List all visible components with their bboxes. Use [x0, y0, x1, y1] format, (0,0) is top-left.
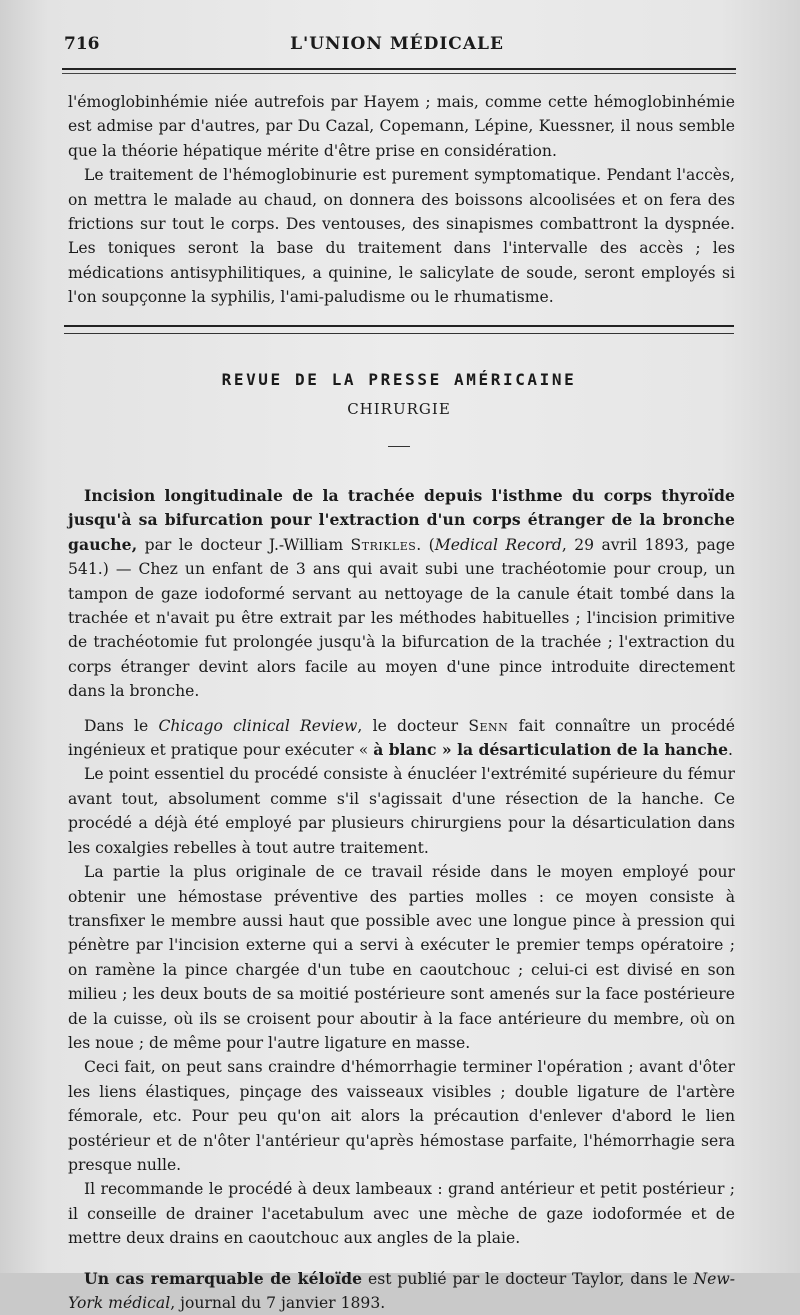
page-number: 716 [64, 34, 100, 54]
article-1 [68, 484, 735, 704]
article-2-paragraph-5: Il recommande le procédé à deux lambeaux : grand antérieur et petit postérieur ; il conseille de drainer l'acetabulum avec une mèche de gaze iodoformée et de mettre deux drains en caoutchouc aux angles de la plaie. [68, 1180, 735, 1248]
article-1-source-open: . ( [416, 535, 435, 554]
article-2-mid2: fait connaître un procédé ingénieux et pratique pour exécuter « [68, 716, 736, 760]
article-2-emphasis: à blanc » la désarticulation de la hanche [373, 740, 729, 760]
article-2-paragraph-4: Ceci fait, on peut sans craindre d'hémorrhagie terminer l'opération ; avant d'ôter les liens élastiques, pinçage des vaisseaux visibles ; double ligature de l'artère fémorale, etc. Pour peu qu'on ait alors la précaution d'enlever d'abord le lien postérieur et de n'ôter l'antérieur qu'après hémostase parfaite, l'hémorrhagie sera presque nulle. [68, 1058, 735, 1174]
running-title: L'UNION MÉDICALE [290, 34, 504, 54]
article-2-author: Senn [468, 716, 509, 735]
article-2-end: . [728, 741, 733, 760]
article-1-author: Strikles [350, 535, 417, 554]
article-2-journal: Chicago clinical Review [158, 716, 358, 735]
subsection-title: CHIRURGIE [347, 400, 451, 418]
article-1-title: Incision longitudinale de la trachée depuis l'isthme du corps thyroïde jusqu'à sa bifurcation pour l'extraction d'un corps étranger de la bronche gauche, [68, 486, 735, 554]
article-body [68, 484, 735, 1315]
article-2-paragraph-1 [68, 714, 735, 763]
intro-paragraph-1: l'émoglobinhémie niée autrefois par Hayem ; mais, comme cette hémoglobinhémie est admise par d'autres, par Du Cazal, Copemann, Lépine, Kuessner, il nous semble que la théorie hépatique mérite d'être prise en considération. [68, 93, 735, 160]
article-3-end: , journal du 7 janvier 1893. [170, 1294, 386, 1312]
article-3-mid: est publié par le docteur Taylor, dans le [362, 1269, 694, 1288]
section-rule [64, 325, 734, 334]
article-2-paragraph-2: Le point essentiel du procédé consiste à énucléer l'extrémité supérieure du fémur avant tout, absolument comme s'il s'agissait d'une résection de la hanche. Ce procédé a déjà été employé par plusieurs chirurgiens pour la désarticulation dans les coxalgies rebelles à tout autre traitement. [68, 765, 735, 857]
intro-text [68, 90, 735, 310]
article-1-citation: , 29 avril 1893, page 541.) [68, 535, 736, 579]
article-3-journal: New-York médical [68, 1269, 735, 1312]
article-2-mid: , le docteur [357, 716, 469, 735]
article-3 [68, 1267, 735, 1315]
article-1-by: par le docteur J.-William [137, 535, 351, 554]
header-rule [62, 68, 736, 74]
section-title: REVUE DE LA PRESSE AMÉRICAINE [221, 370, 577, 389]
intro-paragraph-2: Le traitement de l'hémoglobinurie est purement symptomatique. Pendant l'accès, on mettra le malade au chaud, on donnera des boissons alcoolisées et on fera des frictions sur tout le corps. Des ventouses, des sinapismes combattront la dyspnée. Les toniques seront la base du traitement dans l'intervalle des accès ; les médications antisyphilitiques, a quinine, le salicylate de soude, seront employés si l'on soupçonne la syphilis, l'ami-paludisme ou le rhumatisme. [68, 166, 735, 307]
article-1-journal: Medical Record [434, 535, 562, 554]
article-2-paragraph-3: La partie la plus originale de ce travail réside dans le moyen employé pour obtenir une hémostase préventive des parties molles : ce moyen consiste à transfixer le membre aussi haut que possible avec une longue pince à pression qui pénètre par l'incision externe qui a servi à exécuter le premier temps opératoire ; on ramène la pince chargée d'un tube en caoutchouc ; celui-ci est divisé en son milieu ; les deux bouts de sa moitié postérieure sont amenés sur la face postérieure de la cuisse, où ils se croisent pour aboutir à la face antérieure du membre, où on les noue ; de même pour l'autre ligature en masse. [68, 863, 735, 1052]
article-2-intro: Dans le [84, 716, 159, 735]
article-3-title: Un cas remarquable de kéloïde [84, 1268, 363, 1288]
page-header [62, 26, 732, 66]
section-separator [388, 446, 410, 447]
article-1-body: — Chez un enfant de 3 ans qui avait subi une trachéotomie pour croup, un tampon de gaze iodoformé servant au nettoyage de la canule était tombé dans la trachée et n'avait pu être extrait par les méthodes habituelles ; l'incision primitive de trachéotomie fut prolongée jusqu'à la bifurcation de la trachée ; l'extraction du corps étranger devint alors facile au moyen d'une pince introduite directement dans la bronche. [68, 560, 735, 701]
